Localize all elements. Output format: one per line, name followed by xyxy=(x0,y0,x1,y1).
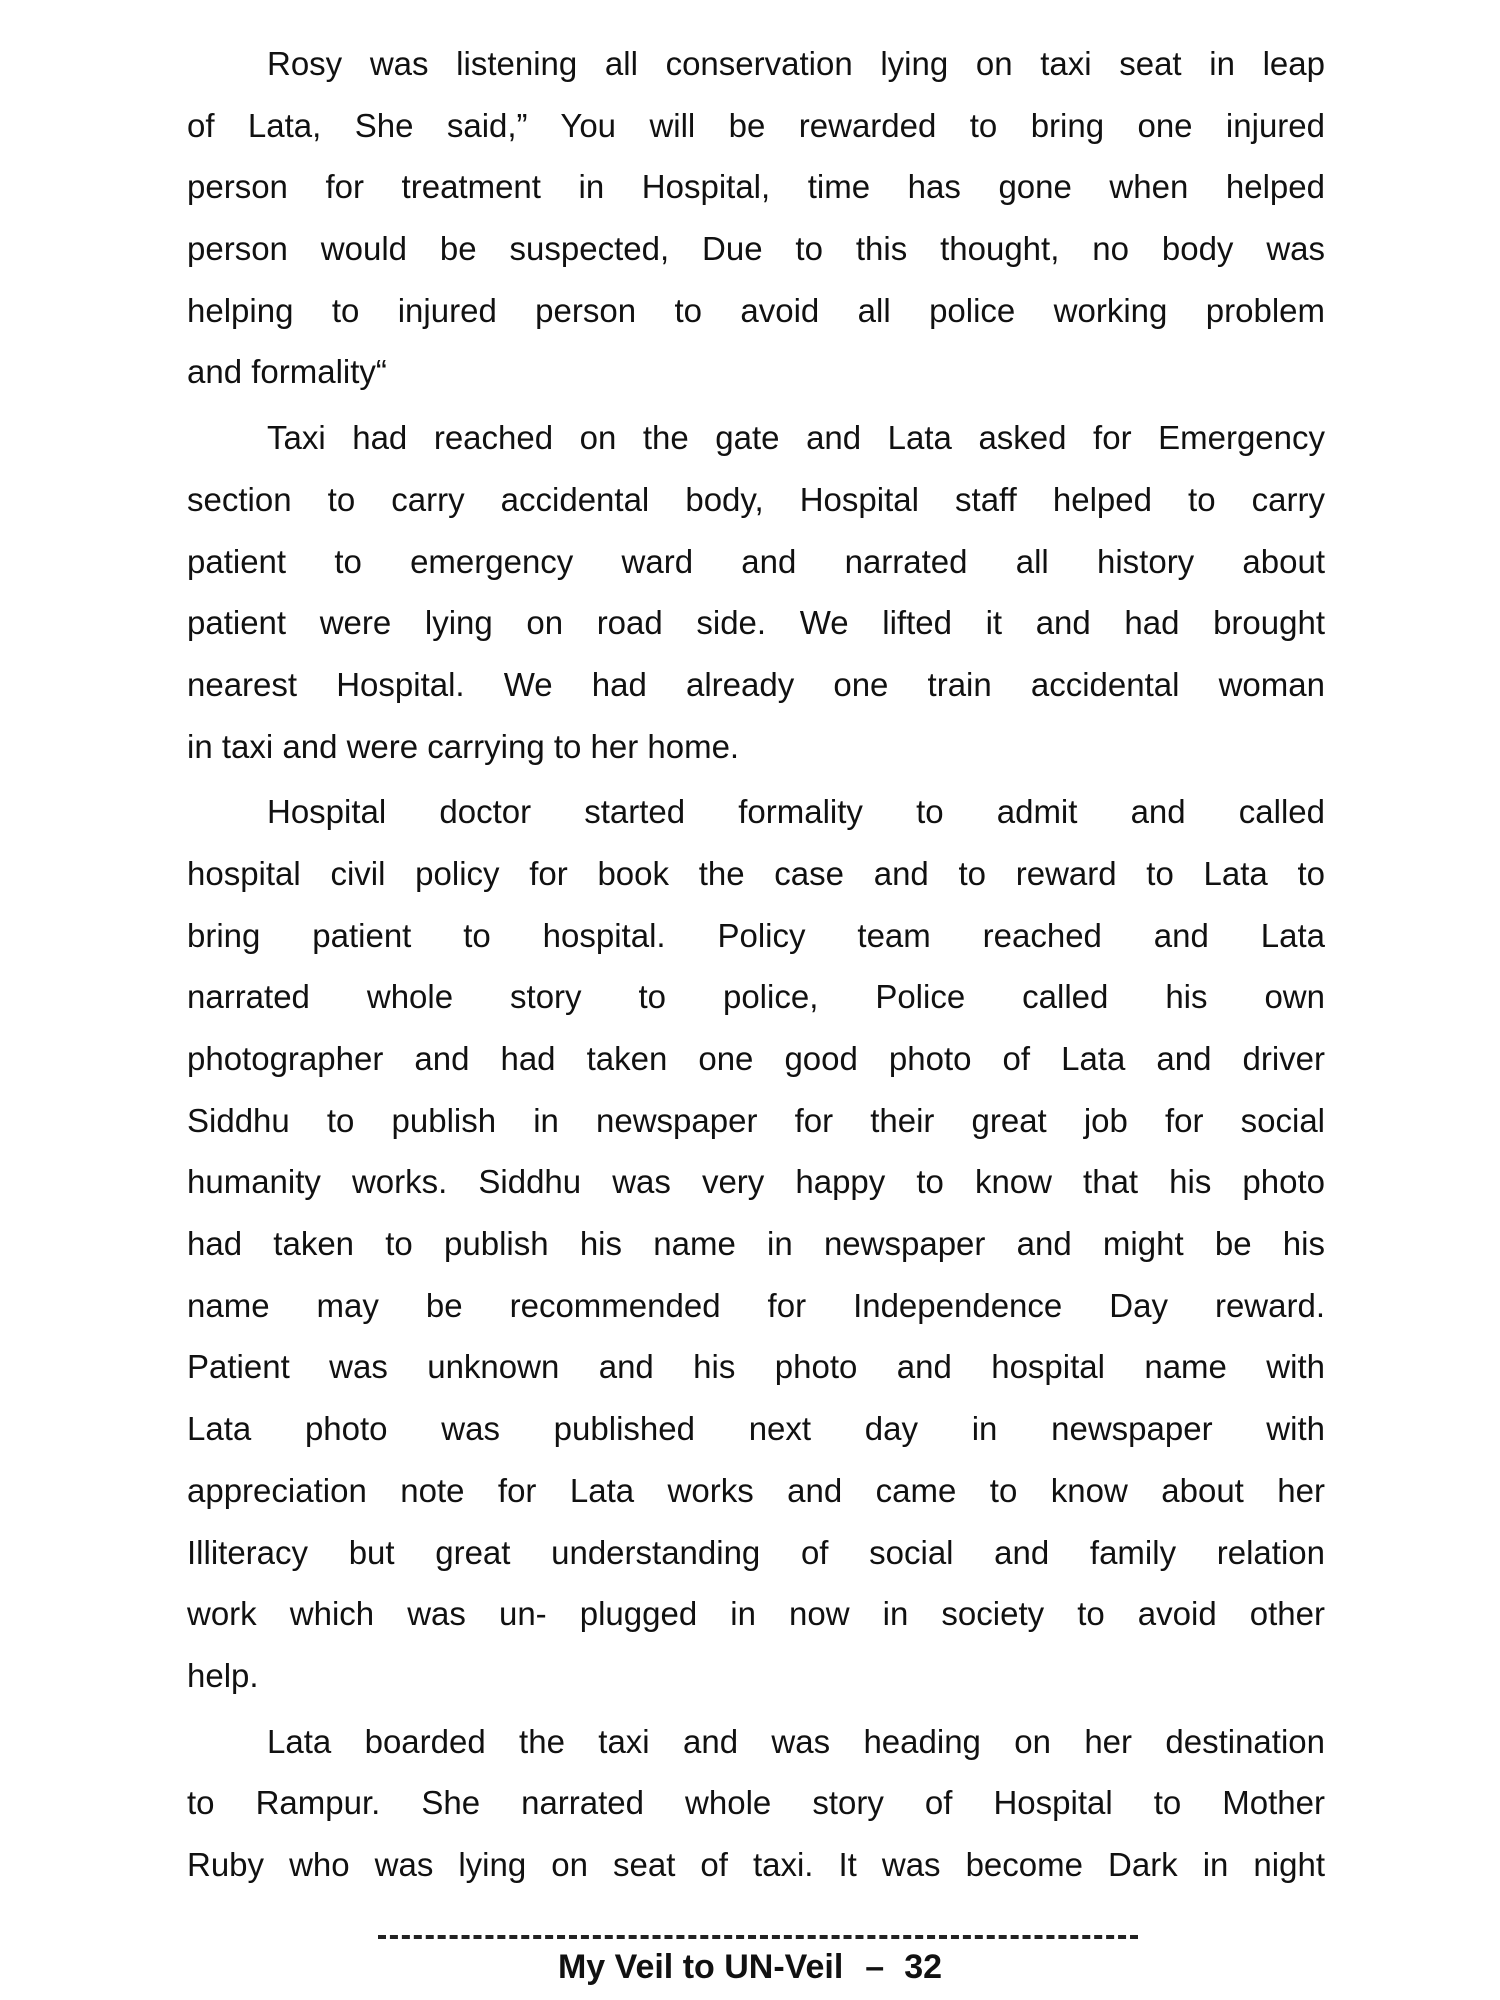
text-line: name may be recommended for Independence Day reward. xyxy=(187,1286,1325,1324)
text-line: Ruby who was lying on seat of taxi. It was become Dark in night xyxy=(187,1845,1325,1883)
page-footer xyxy=(0,1948,1500,1987)
text-line: work which was un- plugged in now in society to avoid other xyxy=(187,1595,1325,1633)
text-line: nearest Hospital. We had already one train accidental woman xyxy=(187,665,1325,703)
paragraph xyxy=(187,1711,1325,1896)
text-line: helping to injured person to avoid all police working problem xyxy=(187,291,1325,329)
page-number: 32 xyxy=(904,1948,943,1986)
footer-divider xyxy=(378,1935,1138,1939)
text-line: section to carry accidental body, Hospital staff helped to carry xyxy=(187,480,1325,518)
text-line: Lata photo was published next day in newspaper with xyxy=(187,1410,1325,1448)
text-line: in taxi and were carrying to her home. xyxy=(187,727,740,765)
paragraph xyxy=(187,33,1325,403)
text-line: photographer and had taken one good photo of Lata and driver xyxy=(187,1040,1325,1077)
paragraph xyxy=(187,407,1325,777)
text-line: person for treatment in Hospital, time has gone when helped xyxy=(187,168,1325,206)
text-line: to Rampur. She narrated whole story of Hospital to Mother xyxy=(187,1784,1325,1822)
text-line: Illiteracy but great understanding of social and family relation xyxy=(187,1533,1325,1571)
text-line: hospital civil policy for book the case and to reward to Lata to xyxy=(187,854,1325,892)
paragraph xyxy=(187,781,1325,1706)
text-line: Taxi had reached on the gate and Lata asked for Emergency xyxy=(267,419,1325,457)
text-line: Siddhu to publish in newspaper for their great job for social xyxy=(187,1101,1325,1139)
book-title: My Veil to UN-Veil xyxy=(557,1948,844,1986)
text-line: humanity works. Siddhu was very happy to know that his photo xyxy=(187,1163,1325,1201)
text-line: appreciation note for Lata works and came to know about her xyxy=(187,1471,1325,1509)
text-line: Lata boarded the taxi and was heading on her destination xyxy=(267,1722,1325,1760)
text-line: had taken to publish his name in newspaper and might be his xyxy=(187,1225,1325,1263)
text-line: bring patient to hospital. Policy team reached and Lata xyxy=(187,916,1325,954)
footer-separator: – xyxy=(865,1948,885,1986)
page-body xyxy=(187,33,1325,1900)
text-line: Rosy was listening all conservation lying on taxi seat in leap xyxy=(267,45,1325,82)
text-line: patient were lying on road side. We lifted it and had brought xyxy=(187,604,1325,642)
text-line: help. xyxy=(187,1656,259,1694)
text-line: of Lata, She said,” You will be rewarded to bring one injured xyxy=(187,106,1325,144)
text-line: patient to emergency ward and narrated all history about xyxy=(187,542,1325,580)
text-line: Hospital doctor started formality to admit and called xyxy=(267,793,1325,831)
text-line: narrated whole story to police, Police called his own xyxy=(187,978,1325,1016)
text-line: person would be suspected, Due to this thought, no body was xyxy=(187,230,1325,268)
text-line: and formality“ xyxy=(187,353,387,391)
text-line: Patient was unknown and his photo and hospital name with xyxy=(187,1348,1325,1386)
